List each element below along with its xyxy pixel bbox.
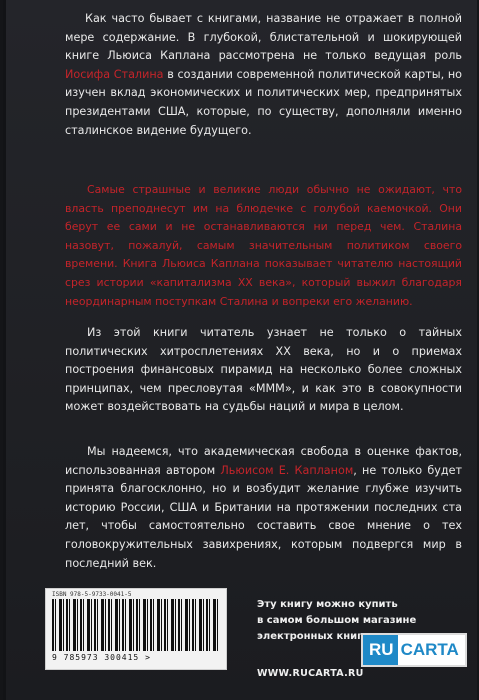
promo-line: Эту книгу можно купить: [257, 599, 398, 610]
highlight-stalin: Иосифа Сталина: [65, 67, 164, 81]
paragraph-text: в создании современной политической карты, но изучен вклад экономических и политических мер, предпринятых президентами США, которые, по существу, дополняли именно сталинское видение будущего.: [65, 67, 462, 137]
logo-ru: RU: [363, 635, 398, 665]
paragraph-intro: [65, 10, 462, 140]
spine-edge: [3, 0, 6, 700]
promo-line: электронных книг: [257, 631, 363, 642]
logo-carta: CARTA: [398, 635, 465, 665]
paragraph-hope: [65, 443, 462, 573]
rucarta-logo: [361, 633, 467, 667]
isbn-barcode: [45, 588, 227, 670]
ean-number: 9 785973 300415 >: [52, 653, 151, 662]
paragraph-text: Мы надеемся, что академическая свобода в оценке фактов, использованная автором: [65, 445, 462, 477]
paragraph-readers: Из этой книги читатель узнает не только о тайных политических хитросплетениях XX века, но и о приемах построения финансовых пирамид на несколько более сложных принципах, чем пресловутая «МММ», и как это в совокупности может воздействовать на судьбы наций и мира в целом.: [65, 326, 462, 414]
isbn-label: ISBN 978-5-9733-0041-5: [52, 591, 132, 598]
paragraph-text: , не только будет принята благосклонно, но и возбудит желание глубже изучить историю России, США и Британии на протяжении последних ста лет, чтобы самостоятельно составить свое мнение о тех головокружительных завихрениях, которым подвергся мир в последний век.: [65, 463, 463, 570]
store-url: WWW.RUCARTA.RU: [257, 668, 364, 679]
barcode-bars: [52, 599, 218, 651]
promo-line: в самом большом магазине: [257, 615, 417, 626]
paragraph-quote-red: Самые страшные и великие люди обычно не ожидают, что власть преподнесут им на блюдечке с голубой каемочкой. Они берут ее сами и не останавливаются ни перед чем. Сталина назовут, пожалуй, самым значительным политиком своего времени. Книга Льюиса Каплана показывает читателю настоящий срез истории «капитализма XX века», который выжил благодаря неординарным поступкам Сталина и вопреки его желанию.: [65, 183, 462, 308]
highlight-author: Льюисом Е. Капланом: [220, 463, 354, 477]
paragraph-text: Как часто бывает с книгами, название не отражает в полной мере содержание. В глубокой, блистательной и шокирующей книге Льюиса Каплана рассмотрена не только ведущая роль: [65, 12, 462, 63]
